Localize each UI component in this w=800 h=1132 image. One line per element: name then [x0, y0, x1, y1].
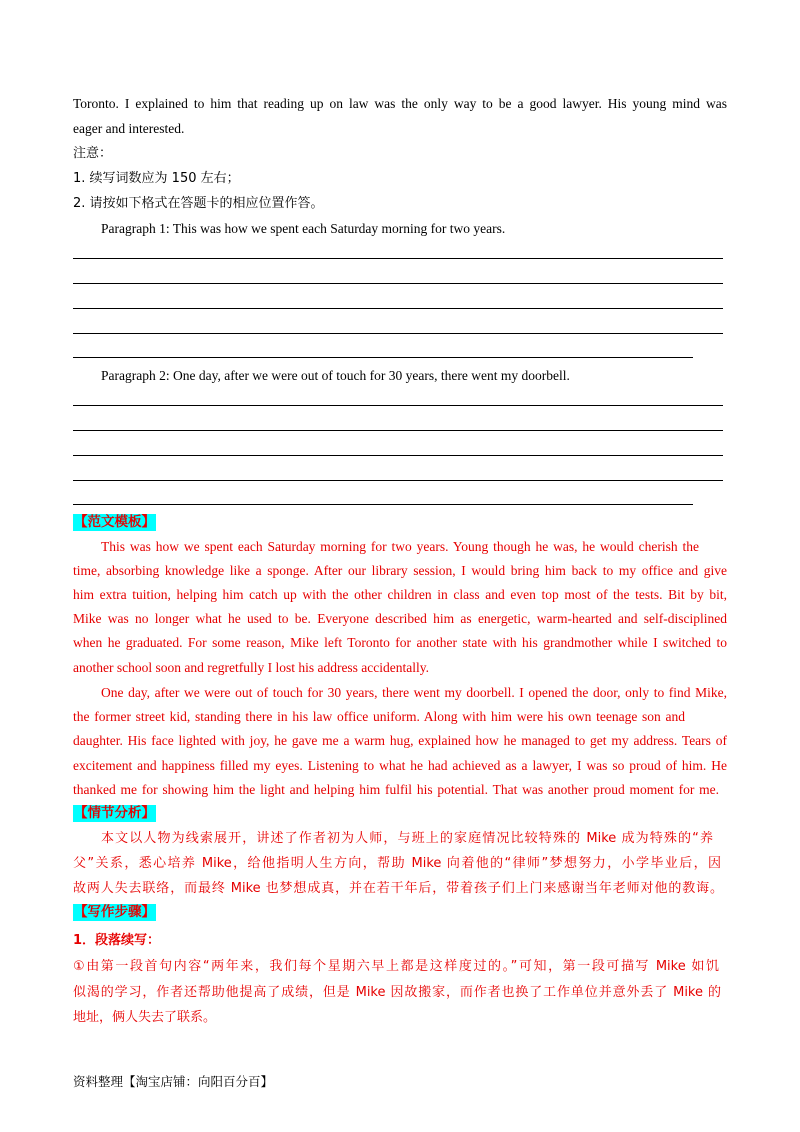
answer-line [73, 258, 723, 259]
intro-line-2: eager and interested. [73, 121, 185, 136]
steps-heading: 1．段落续写： [73, 933, 161, 948]
model-p1-line-3: him extra tuition, helping him catch up with the other children in class and even top most of the tests. Bit by bit, [73, 587, 727, 602]
notes-item-1: 1. 续写词数应为 150 左右； [73, 171, 240, 186]
answer-line [73, 480, 723, 481]
answer-line [73, 430, 723, 431]
analysis-line-2: 父”关系，悉心培养 Mike，给他指明人生方向，帮助 Mike 向着他的“律师”梦想努力，小学毕业后，因 [73, 856, 721, 871]
model-essay-tag: 【范文模板】 [74, 514, 155, 530]
steps-line-2: 似渴的学习，作者还帮助他提高了成绩，但是 Mike 因故搬家，而作者也换了工作单位并意外丢了 Mike 的 [73, 985, 721, 1000]
model-p2-line-3: daughter. His face lighted with joy, he gave me a warm hug, explained how he managed to get my address. Tears of [73, 733, 727, 748]
model-p1-line-4: Mike was no longer what he used to be. Everyone described him as energetic, warm-hearted and self-disciplined [73, 611, 727, 626]
paragraph-2-prompt: Paragraph 2: One day, after we were out of touch for 30 years, there went my doorbell. [101, 368, 570, 383]
notes-title: 注意： [73, 146, 113, 161]
intro-line-1: Toronto. I explained to him that reading up on law was the only way to be a good lawyer. His young mind was [73, 96, 727, 111]
analysis-line-1: 本文以人物为线索展开，讲述了作者初为人师，与班上的家庭情况比较特殊的 Mike 成为特殊的“养 [101, 831, 713, 846]
answer-line [73, 504, 693, 505]
model-p2-line-5: thanked me for showing him the light and helping him fulfil his potential. That was another proud moment for me. [73, 782, 719, 797]
model-p2-line-4: excitement and happiness filled my eyes. Listening to what he had achieved as a lawyer, I was so proud of him. He [73, 758, 727, 773]
answer-line [73, 357, 693, 358]
plot-analysis-tag: 【情节分析】 [74, 805, 155, 821]
page-footer: 资料整理【淘宝店铺：向阳百分百】 [73, 1074, 274, 1089]
model-p1-line-2: time, absorbing knowledge like a sponge. After our library session, I would bring him back to my office and give [73, 563, 727, 578]
paragraph-1-prompt: Paragraph 1: This was how we spent each Saturday morning for two years. [101, 221, 506, 236]
model-p2-line-2: the former street kid, standing there in his law office uniform. Along with him were his own teenage son and [73, 709, 685, 724]
analysis-line-3: 故两人失去联络，而最终 Mike 也梦想成真，并在若干年后，带着孩子们上门来感谢当年老师对他的教诲。 [73, 881, 723, 896]
model-p1-line-5: when he graduated. For some reason, Mike left Toronto for another state with his grandmother while I switched to [73, 635, 727, 650]
writing-steps-tag: 【写作步骤】 [74, 904, 155, 920]
answer-line [73, 333, 723, 334]
notes-item-2: 2. 请按如下格式在答题卡的相应位置作答。 [73, 196, 324, 211]
steps-line-1: ①由第一段首句内容“两年来，我们每个星期六早上都是这样度过的。”可知，第一段可描写 Mike 如饥 [73, 959, 719, 974]
answer-line [73, 455, 723, 456]
answer-line [73, 283, 723, 284]
answer-line [73, 308, 723, 309]
steps-line-3: 地址，俩人失去了联系。 [73, 1010, 217, 1025]
model-p1-line-1: This was how we spent each Saturday morning for two years. Young though he was, he would cherish the [101, 539, 699, 554]
answer-line [73, 405, 723, 406]
model-p1-line-6: another school soon and regretfully I lost his address accidentally. [73, 660, 430, 675]
model-p2-line-1: One day, after we were out of touch for 30 years, there went my doorbell. I opened the door, only to find Mike, [101, 685, 727, 700]
